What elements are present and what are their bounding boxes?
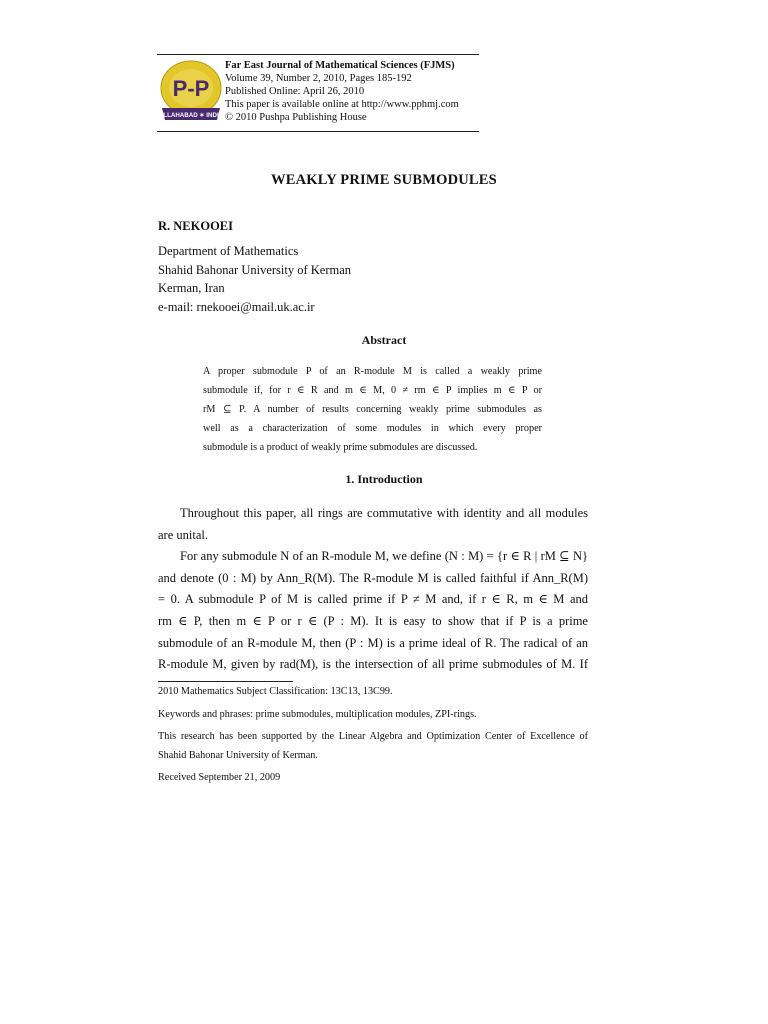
publisher-logo bbox=[159, 58, 223, 128]
abstract-line: submodule is a product of weakly prime submodules are discussed. bbox=[203, 442, 478, 453]
affiliation-city: Kerman, Iran bbox=[158, 281, 225, 295]
journal-name: Far East Journal of Mathematical Sciences (FJMS) bbox=[225, 60, 455, 71]
body-line: rm ∈ P, then m ∈ P or r ∈ (P : M). It is easy to show that if P is a prime bbox=[158, 613, 588, 628]
footnote-rule bbox=[158, 681, 293, 682]
paper-title: WEAKLY PRIME SUBMODULES bbox=[271, 172, 497, 188]
body-line: are unital. bbox=[158, 527, 208, 542]
journal-volume: Volume 39, Number 2, 2010, Pages 185-192 bbox=[225, 73, 412, 85]
publication-date: Published Online: April 26, 2010 bbox=[225, 86, 365, 98]
body-line: and denote (0 : M) by Ann_R(M). The R-module M is called faithful if Ann_R(M) bbox=[158, 570, 588, 585]
footnote-support: This research has been supported by the Linear Algebra and Optimization Center of Excellence of Shahid Bahonar University of Kerman. bbox=[158, 731, 588, 761]
footnote-keywords: Keywords and phrases: prime submodules, multiplication modules, ZPI-rings. bbox=[158, 708, 477, 720]
abstract-body bbox=[203, 362, 542, 457]
body-line: = 0. A submodule P of M is called prime if P ≠ M and, if r ∈ R, m ∈ M and bbox=[158, 592, 588, 607]
abstract-line: rM ⊆ P. A number of results concerning weakly prime submodules as bbox=[203, 404, 542, 415]
author-name: R. NEKOOEI bbox=[158, 219, 234, 233]
abstract-line: submodule if, for r ∈ R and m ∈ M, 0 ≠ rm ∈ P implies m ∈ P or bbox=[203, 385, 542, 396]
affiliation-department: Department of Mathematics bbox=[158, 244, 299, 258]
footnote-received: Received September 21, 2009 bbox=[158, 772, 281, 783]
author-affiliation bbox=[158, 242, 351, 316]
abstract-line: well as a characterization of some modules in which every proper bbox=[203, 423, 542, 434]
abstract-heading: Abstract bbox=[361, 333, 407, 347]
logo-text: P-P bbox=[172, 76, 210, 101]
abstract-line: A proper submodule P of an R-module M is called a weakly prime bbox=[203, 366, 542, 377]
body-line: For any submodule N of an R-module M, we define (N : M) = {r ∈ R | rM ⊆ N} bbox=[180, 549, 588, 564]
footnote-msc: 2010 Mathematics Subject Classification: 13C13, 13C99. bbox=[158, 686, 393, 697]
logo-banner: ALLAHABAD ✶ INDIA bbox=[159, 112, 223, 119]
body-line: R-module M, given by rad(M), is the intersection of all prime submodules of M. If bbox=[158, 657, 588, 672]
section-heading-introduction: 1. Introduction bbox=[345, 472, 423, 486]
author-email[interactable]: e-mail: rnekooei@mail.uk.ac.ir bbox=[158, 299, 315, 314]
availability-link[interactable]: This paper is available online at http://www.pphmj.com bbox=[225, 99, 459, 111]
footnotes bbox=[158, 683, 588, 788]
copyright: © 2010 Pushpa Publishing House bbox=[225, 112, 367, 124]
introduction-body bbox=[158, 503, 588, 676]
affiliation-university: Shahid Bahonar University of Kerman bbox=[158, 262, 352, 277]
body-line: submodule of an R-module M, then (P : M) is a prime ideal of R. The radical of an bbox=[158, 635, 588, 650]
journal-header-text bbox=[225, 59, 481, 124]
body-line: Throughout this paper, all rings are commutative with identity and all modules bbox=[180, 506, 588, 520]
